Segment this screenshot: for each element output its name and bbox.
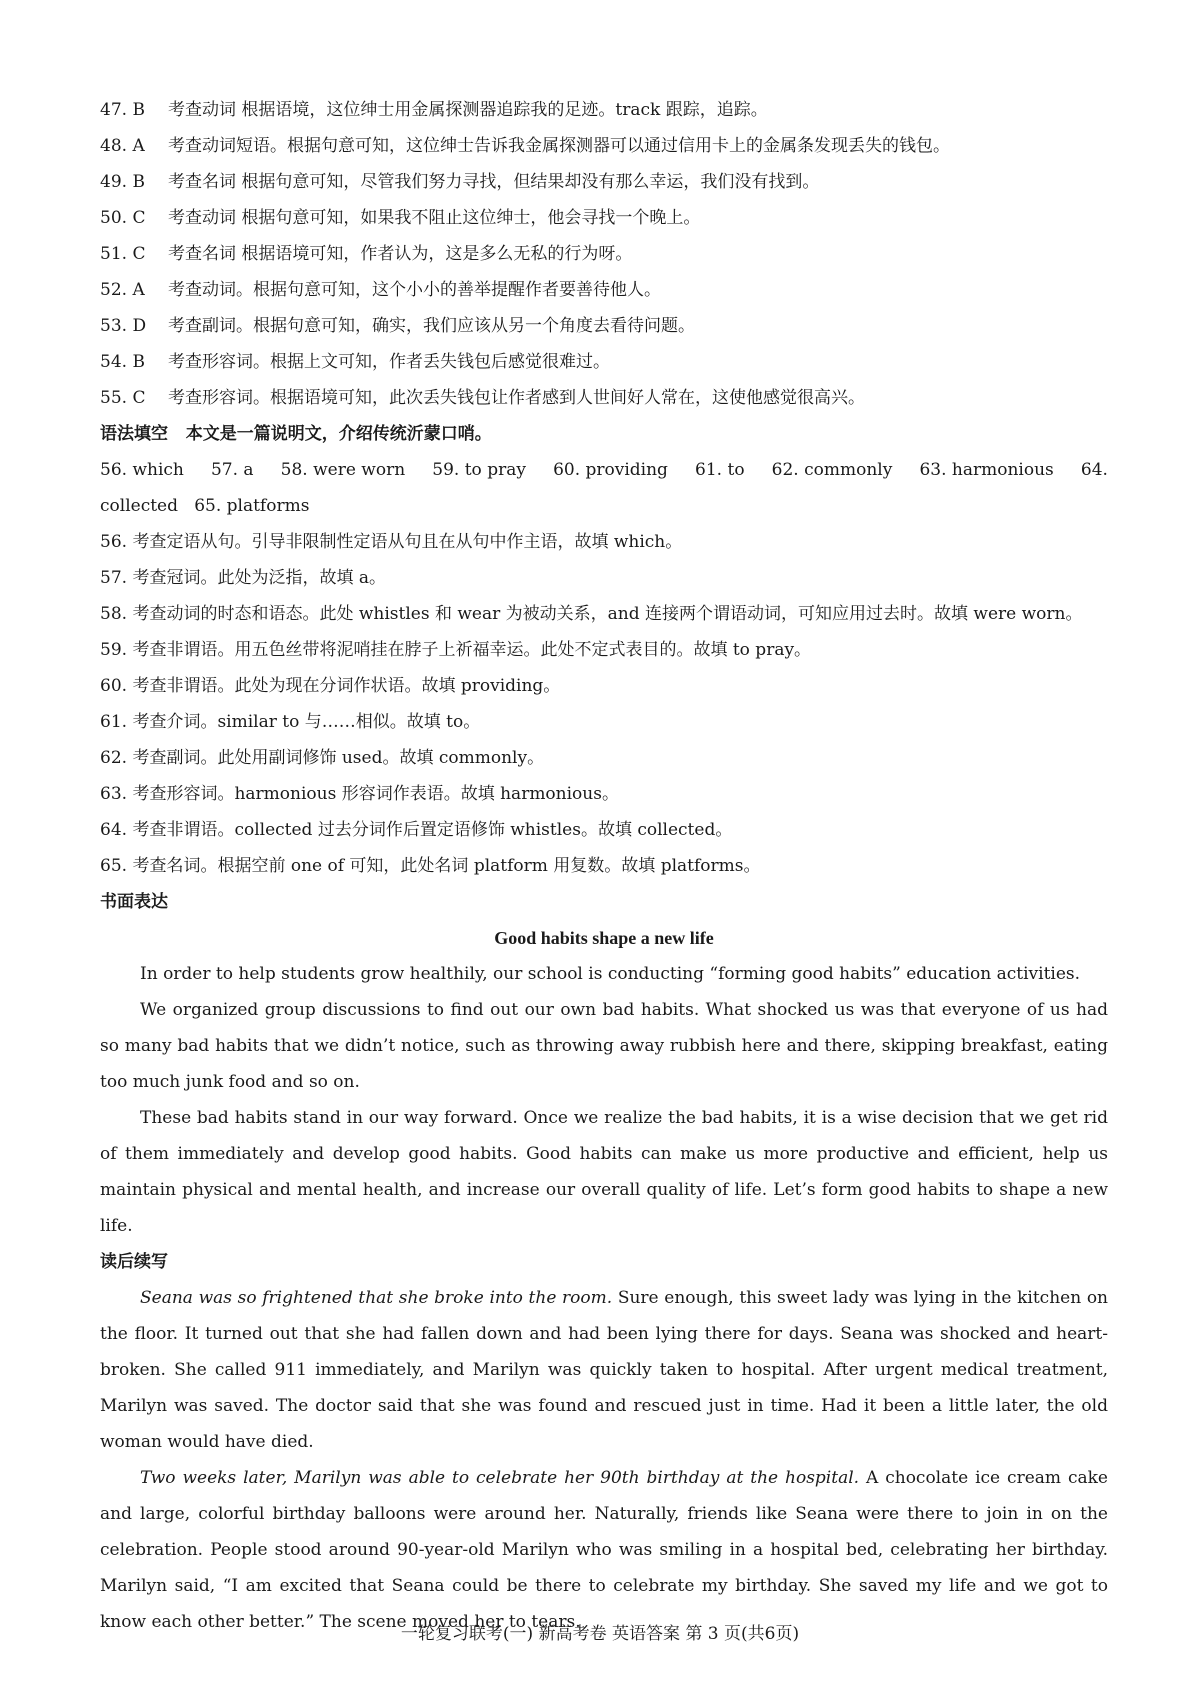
answer-explanation: 考查名词 根据语境可知，作者认为，这是多么无私的行为呀。 bbox=[168, 244, 633, 264]
grammar-explanation: 58. 考查动词的时态和语态。此处 whistles 和 wear 为被动关系，and 连接两个谓语动词，可知应用过去时。故填 were worn。 bbox=[100, 604, 1083, 624]
answer-explanation: 考查形容词。根据上文可知，作者丢失钱包后感觉很难过。 bbox=[168, 352, 610, 372]
grammar-key: 62. commonly bbox=[771, 460, 893, 480]
grammar-key: 57. a bbox=[210, 460, 254, 480]
answer-page bbox=[100, 92, 1108, 1640]
grammar-key: 56. which bbox=[100, 460, 184, 480]
answer-explanation: 考查名词 根据句意可知，尽管我们努力寻找，但结果却没有那么幸运，我们没有找到。 bbox=[168, 172, 820, 192]
grammar-key: 60. providing bbox=[553, 460, 668, 480]
essay-paragraph: We organized group discussions to find out our own bad habits. What shocked us was that everyone of us had so many bad habits that we didn’t notice, such as throwing away rubbish here and there, skipping breakfast, eating too much junk food and so on. bbox=[100, 1000, 1108, 1092]
continuation-paragraph bbox=[100, 1460, 1108, 1640]
grammar-explanation: 57. 考查冠词。此处为泛指，故填 a。 bbox=[100, 568, 386, 588]
answer-explanation: 考查副词。根据句意可知，确实，我们应该从另一个角度去看待问题。 bbox=[168, 316, 695, 336]
essay-title: Good habits shape a new life bbox=[494, 928, 714, 948]
answer-item bbox=[100, 380, 1108, 416]
continuation-opening-sentence: Seana was so frightened that she broke into the room. bbox=[140, 1288, 613, 1308]
grammar-section-heading bbox=[100, 416, 1108, 452]
grammar-key: 58. were worn bbox=[280, 460, 406, 480]
answer-item bbox=[100, 308, 1108, 344]
answer-explanation: 考查动词 根据语境，这位绅士用金属探测器追踪我的足迹。track 跟踪，追踪。 bbox=[168, 100, 768, 120]
answer-number: 49. B bbox=[100, 172, 145, 192]
grammar-key: 64. bbox=[1080, 460, 1108, 480]
continuation-body: A chocolate ice cream cake and large, colorful birthday balloons were around her. Naturally, friends like Seana were there to join in on the celebration. People stood around 90-year-old Marilyn who was smiling in a hospital bed, celebrating her birthday. Marilyn said, “I am excited that Seana could be there to celebrate my birthday. She saved my life and we got to know each other better.” The scene moved her to tears. bbox=[100, 1468, 1108, 1632]
grammar-explanation: 63. 考查形容词。harmonious 形容词作表语。故填 harmonious。 bbox=[100, 784, 619, 804]
answer-number: 54. B bbox=[100, 352, 145, 372]
grammar-explanation: 62. 考查副词。此处用副词修饰 used。故填 commonly。 bbox=[100, 748, 545, 768]
grammar-key: 63. harmonious bbox=[919, 460, 1054, 480]
grammar-explanation: 65. 考查名词。根据空前 one of 可知，此处名词 platform 用复数。故填 platforms。 bbox=[100, 856, 761, 876]
answer-item bbox=[100, 272, 1108, 308]
grammar-key: 61. to bbox=[695, 460, 745, 480]
answer-item bbox=[100, 128, 1108, 164]
answer-number: 47. B bbox=[100, 100, 145, 120]
grammar-explanation: 60. 考查非谓语。此处为现在分词作状语。故填 providing。 bbox=[100, 676, 561, 696]
continuation-body: Sure enough, this sweet lady was lying in the kitchen on the floor. It turned out that she had fallen down and had been lying there for days. Seana was shocked and heart-broken. She called 911 immediately, and Marilyn was quickly taken to hospital. After urgent medical treatment, Marilyn was saved. The doctor said that she was found and rescued just in time. Had it been a little later, the old woman would have died. bbox=[100, 1288, 1108, 1452]
answer-number: 52. A bbox=[100, 280, 145, 300]
grammar-key: 59. to pray bbox=[432, 460, 526, 480]
grammar-explanation: 64. 考查非谓语。collected 过去分词作后置定语修饰 whistles。故填 collected。 bbox=[100, 820, 733, 840]
answer-item bbox=[100, 164, 1108, 200]
essay-paragraph: These bad habits stand in our way forward. Once we realize the bad habits, it is a wise decision that we get rid of them immediately and develop good habits. Good habits can make us more productive and efficient, help us maintain physical and mental health, and increase our overall quality of life. Let’s form good habits to shape a new life. bbox=[100, 1108, 1108, 1236]
grammar-explanation: 61. 考查介词。similar to 与……相似。故填 to。 bbox=[100, 712, 481, 732]
page-footer: 一轮复习联考(一) 新高考卷 英语答案 第 3 页(共6页) bbox=[400, 1624, 800, 1644]
grammar-keys-continued: collected 65. platforms bbox=[100, 496, 310, 516]
answer-item bbox=[100, 200, 1108, 236]
grammar-explanation: 56. 考查定语从句。引导非限制性定语从句且在从句中作主语，故填 which。 bbox=[100, 532, 683, 552]
grammar-keys-row bbox=[100, 452, 1108, 488]
continuation-section-heading: 读后续写 bbox=[100, 1252, 168, 1272]
answer-number: 51. C bbox=[100, 244, 146, 264]
essay-paragraph: In order to help students grow healthily, our school is conducting “forming good habits” education activities. bbox=[140, 964, 1081, 984]
grammar-explanation: 59. 考查非谓语。用五色丝带将泥哨挂在脖子上祈福幸运。此处不定式表目的。故填 to pray。 bbox=[100, 640, 812, 660]
grammar-explanations bbox=[100, 524, 1108, 884]
continuation-paragraph bbox=[100, 1280, 1108, 1460]
answer-number: 55. C bbox=[100, 388, 146, 408]
answer-item bbox=[100, 236, 1108, 272]
writing-section-heading: 书面表达 bbox=[100, 892, 168, 912]
answer-explanation: 考查形容词。根据语境可知，此次丢失钱包让作者感到人世间好人常在，这使他感觉很高兴。 bbox=[168, 388, 865, 408]
answer-item bbox=[100, 92, 1108, 128]
grammar-intro: 本文是一篇说明文，介绍传统沂蒙口哨。 bbox=[185, 424, 492, 444]
answer-number: 50. C bbox=[100, 208, 146, 228]
answer-explanation: 考查动词。根据句意可知，这个小小的善举提醒作者要善待他人。 bbox=[168, 280, 661, 300]
answer-number: 53. D bbox=[100, 316, 147, 336]
continuation-opening-sentence: Two weeks later, Marilyn was able to celebrate her 90th birthday at the hospital. bbox=[140, 1468, 860, 1488]
answer-item bbox=[100, 344, 1108, 380]
answer-explanation: 考查动词 根据句意可知，如果我不阻止这位绅士，他会寻找一个晚上。 bbox=[168, 208, 701, 228]
answer-explanation: 考查动词短语。根据句意可知，这位绅士告诉我金属探测器可以通过信用卡上的金属条发现丢失的钱包。 bbox=[168, 136, 950, 156]
answer-number: 48. A bbox=[100, 136, 145, 156]
grammar-heading: 语法填空 bbox=[100, 424, 168, 444]
choice-answers bbox=[100, 92, 1108, 416]
